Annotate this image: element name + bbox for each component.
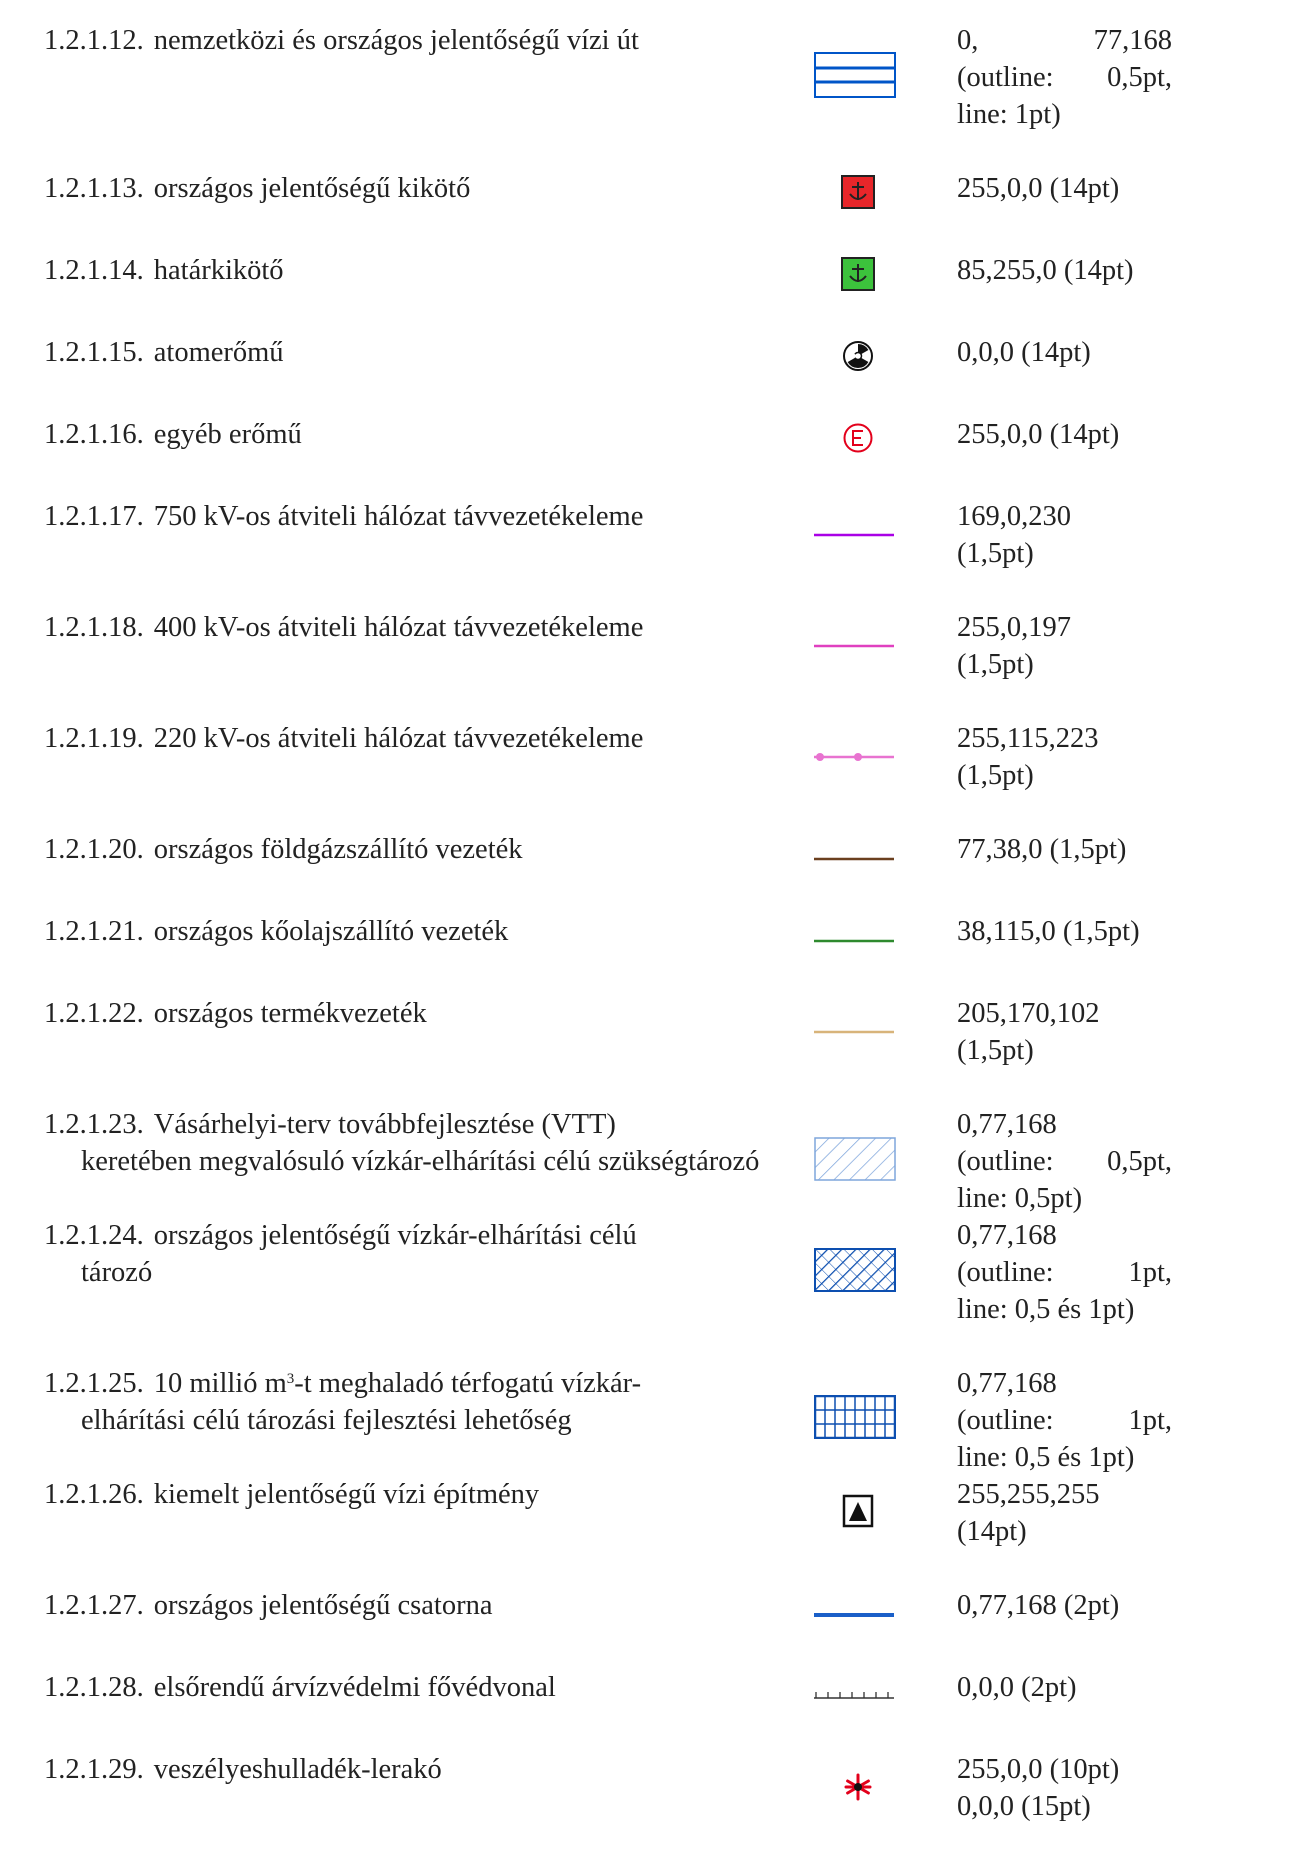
magenta-line-icon <box>814 643 904 703</box>
brown-line-icon <box>814 856 904 916</box>
legend-label <box>44 831 766 868</box>
item-number: 1.2.1.26. <box>44 1479 144 1510</box>
value-part: 0,77,168 <box>957 1368 1057 1399</box>
legend-value <box>957 913 1172 950</box>
legend-label <box>44 170 766 207</box>
value-part: (1,5pt) <box>957 1035 1034 1066</box>
legend-value <box>957 1365 1172 1476</box>
value-part: 85,255,0 (14pt) <box>957 255 1134 286</box>
value-part: 0,0,0 (14pt) <box>957 337 1091 368</box>
item-number: 1.2.1.25. <box>44 1368 144 1399</box>
value-part: (outline: <box>957 1405 1054 1436</box>
legend-label <box>44 1365 766 1439</box>
item-text-continuation: elhárítási célú tározási fejlesztési lehetőség <box>81 1405 572 1436</box>
value-part: (1,5pt) <box>957 538 1034 569</box>
light-hatched-area-icon <box>814 1137 904 1197</box>
value-part: 0,77,168 <box>957 1109 1057 1140</box>
legend-label <box>44 498 766 535</box>
item-text: 220 kV-os átviteli hálózat távvezetékeleme <box>153 723 644 754</box>
superscript: 3 <box>286 1371 295 1387</box>
legend-label <box>44 720 766 757</box>
item-text: egyéb erőmű <box>153 419 302 450</box>
value-part: (outline: <box>957 1257 1054 1288</box>
item-number: 1.2.1.20. <box>44 834 144 865</box>
item-text: 750 kV-os átviteli hálózat távvezetékeleme <box>153 501 644 532</box>
legend-label <box>44 609 766 646</box>
item-text: nemzetközi és országos jelentőségű vízi út <box>153 25 639 56</box>
item-number: 1.2.1.28. <box>44 1672 144 1703</box>
green-line-icon <box>814 938 904 998</box>
value-part: (14pt) <box>957 1516 1027 1547</box>
legend-value <box>957 995 1172 1069</box>
legend-value <box>957 252 1172 289</box>
item-text-continuation: keretében megvalósuló vízkár-elhárítási célú szükségtározó <box>81 1146 760 1177</box>
legend-label <box>44 1587 766 1624</box>
value-part: 0, <box>957 25 979 56</box>
legend-label <box>44 22 766 59</box>
item-number: 1.2.1.21. <box>44 916 144 947</box>
tick-line-icon <box>814 1689 904 1749</box>
legend-label <box>44 1751 766 1788</box>
item-number: 1.2.1.13. <box>44 173 144 204</box>
red-asterisk-icon <box>842 1771 932 1831</box>
item-number: 1.2.1.18. <box>44 612 144 643</box>
circled-e-icon <box>842 422 932 482</box>
item-text: kiemelt jelentőségű vízi építmény <box>153 1479 540 1510</box>
item-text: 400 kV-os átviteli hálózat távvezetékeleme <box>153 612 644 643</box>
legend-label <box>44 913 766 950</box>
triangle-in-square-icon <box>842 1494 932 1554</box>
legend-label <box>44 1217 766 1291</box>
legend-value <box>957 498 1172 572</box>
item-number: 1.2.1.29. <box>44 1754 144 1785</box>
value-part: 0,77,168 <box>957 1220 1057 1251</box>
grid-area-icon <box>814 1395 904 1455</box>
legend-label <box>44 252 766 289</box>
value-part: 77,38,0 (1,5pt) <box>957 834 1127 865</box>
value-part: 169,0,230 <box>957 501 1071 532</box>
value-part: 0,5pt, <box>1107 62 1172 93</box>
legend-value <box>957 22 1172 133</box>
item-number: 1.2.1.22. <box>44 998 144 1029</box>
value-part: 0,0,0 (15pt) <box>957 1791 1091 1822</box>
legend-label <box>44 1106 766 1180</box>
item-number: 1.2.1.14. <box>44 255 144 286</box>
green-anchor-port-icon <box>840 256 930 316</box>
legend-value <box>957 609 1172 683</box>
value-part: (1,5pt) <box>957 649 1034 680</box>
value-part: 0,77,168 (2pt) <box>957 1590 1120 1621</box>
value-part: (outline: <box>957 1146 1054 1177</box>
item-text: 10 millió m <box>153 1368 287 1399</box>
legend-value <box>957 1587 1172 1624</box>
legend-label <box>44 1669 766 1706</box>
item-text: Vásárhelyi-terv továbbfejlesztése (VTT) <box>153 1109 616 1140</box>
value-part: (outline: <box>957 62 1054 93</box>
value-part: line: 0,5 és 1pt) <box>957 1442 1135 1473</box>
value-part: 255,0,0 (14pt) <box>957 173 1120 204</box>
value-part: line: 1pt) <box>957 99 1061 130</box>
waterway-triple-line-icon <box>814 52 904 112</box>
item-number: 1.2.1.23. <box>44 1109 144 1140</box>
item-text: elsőrendű árvízvédelmi fővédvonal <box>153 1672 556 1703</box>
item-number: 1.2.1.17. <box>44 501 144 532</box>
legend-value <box>957 1217 1172 1328</box>
item-text: határkikötő <box>153 255 284 286</box>
value-part: 77,168 <box>1093 25 1172 56</box>
item-text: országos jelentőségű csatorna <box>153 1590 493 1621</box>
value-part: line: 0,5pt) <box>957 1183 1083 1214</box>
legend-value <box>957 1106 1172 1217</box>
item-text: országos földgázszállító vezeték <box>153 834 523 865</box>
item-text: -t meghaladó térfogatú vízkár- <box>294 1368 642 1399</box>
blue-thick-line-icon <box>814 1611 904 1671</box>
value-part: 255,0,197 <box>957 612 1071 643</box>
value-part: 205,170,102 <box>957 998 1100 1029</box>
crosshatched-area-icon <box>814 1248 904 1308</box>
item-text: országos jelentőségű kikötő <box>153 173 471 204</box>
item-text: veszélyeshulladék-lerakó <box>153 1754 442 1785</box>
item-number: 1.2.1.16. <box>44 419 144 450</box>
purple-line-icon <box>814 532 904 592</box>
legend-label <box>44 995 766 1032</box>
item-number: 1.2.1.15. <box>44 337 144 368</box>
item-number: 1.2.1.24. <box>44 1220 144 1251</box>
value-part: 1pt, <box>1128 1257 1172 1288</box>
value-part: 38,115,0 (1,5pt) <box>957 916 1140 947</box>
red-anchor-port-icon <box>840 174 930 234</box>
legend-value <box>957 1751 1172 1825</box>
value-part: 255,0,0 (10pt) <box>957 1754 1120 1785</box>
value-part: (1,5pt) <box>957 760 1034 791</box>
legend-value <box>957 416 1172 453</box>
value-part: 0,0,0 (2pt) <box>957 1672 1077 1703</box>
legend-value <box>957 1476 1172 1550</box>
value-part: 0,5pt, <box>1107 1146 1172 1177</box>
value-part: line: 0,5 és 1pt) <box>957 1294 1135 1325</box>
item-text: országos jelentőségű vízkár-elhárítási célú <box>153 1220 637 1251</box>
item-text: országos termékvezeték <box>153 998 427 1029</box>
value-part: 255,255,255 <box>957 1479 1100 1510</box>
item-text-continuation: tározó <box>81 1257 153 1288</box>
legend-value <box>957 170 1172 207</box>
legend-label <box>44 416 766 453</box>
value-part: 255,115,223 <box>957 723 1099 754</box>
legend-value <box>957 720 1172 794</box>
legend-value <box>957 1669 1172 1706</box>
legend-value <box>957 831 1172 868</box>
value-part: 1pt, <box>1128 1405 1172 1436</box>
item-text: atomerőmű <box>153 337 284 368</box>
legend-label <box>44 334 766 371</box>
item-number: 1.2.1.12. <box>44 25 144 56</box>
tan-line-icon <box>814 1029 904 1089</box>
radiation-icon <box>842 340 932 400</box>
item-number: 1.2.1.27. <box>44 1590 144 1621</box>
value-part: 255,0,0 (14pt) <box>957 419 1120 450</box>
legend-label <box>44 1476 766 1513</box>
pink-dotted-line-icon <box>814 751 904 811</box>
item-text: országos kőolajszállító vezeték <box>153 916 509 947</box>
item-number: 1.2.1.19. <box>44 723 144 754</box>
legend-value <box>957 334 1172 371</box>
